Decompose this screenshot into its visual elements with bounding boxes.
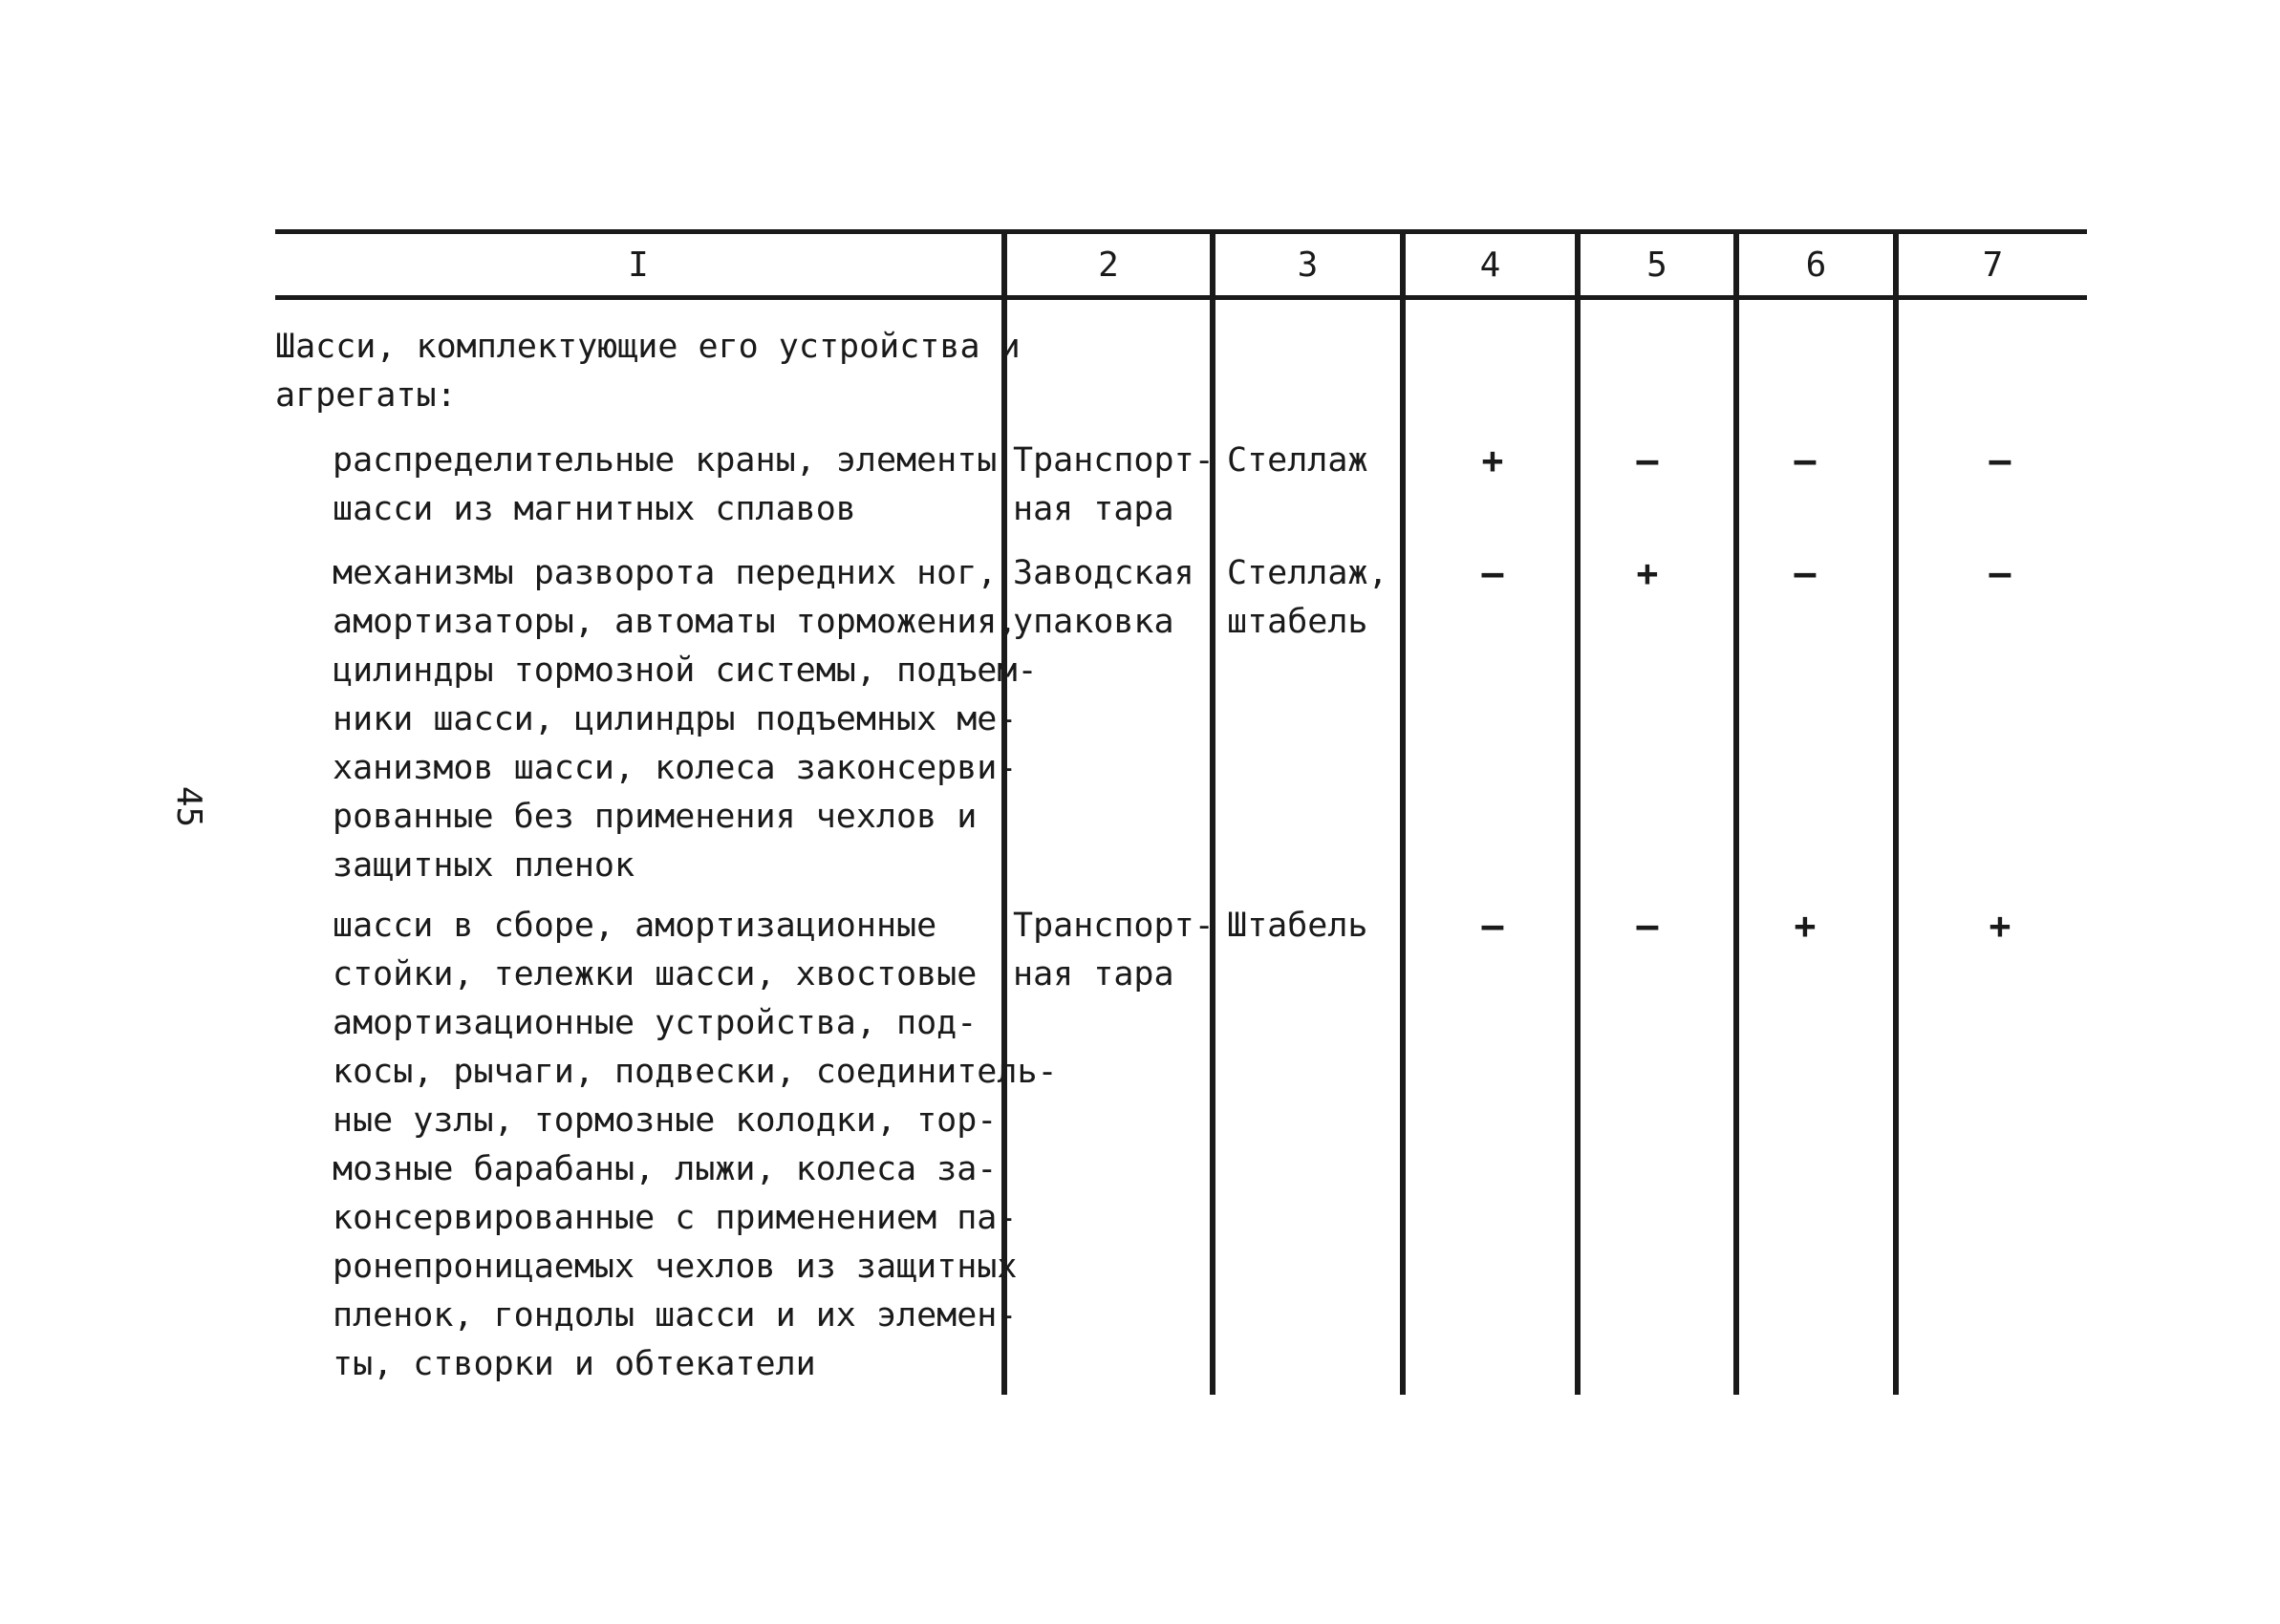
column-divider <box>1733 229 1739 1395</box>
row-mark-col4: – <box>1481 905 1504 947</box>
row-packaging-line: Транспорт- <box>1013 907 1215 945</box>
row-mark-col5: – <box>1636 439 1659 481</box>
row-description-line: защитных пленок <box>333 846 635 885</box>
row-description-line: ты, створки и обтекатели <box>333 1345 816 1383</box>
group-heading-line: агрегаты: <box>275 376 457 415</box>
column-header-2: 2 <box>1098 246 1119 285</box>
row-mark-col6: – <box>1794 552 1817 594</box>
row-mark-col6: + <box>1794 905 1817 947</box>
column-header-1: I <box>628 246 649 285</box>
row-packaging-line: Заводская <box>1013 554 1194 592</box>
column-header-6: 6 <box>1805 246 1827 285</box>
row-description-line: мозные барабаны, лыжи, колеса за- <box>333 1150 998 1188</box>
group-heading-line: Шасси, комплектующие его устройства и <box>275 328 1021 366</box>
row-description-line: распределительные краны, элементы <box>333 441 998 480</box>
row-description-line: механизмы разворота передних ног, <box>333 554 998 592</box>
column-divider <box>1210 229 1215 1395</box>
row-packaging-line: ная тара <box>1013 955 1174 994</box>
row-packaging-line: Транспорт- <box>1013 441 1215 480</box>
row-storage-line: Штабель <box>1227 907 1368 945</box>
row-description-line: рованные без применения чехлов и <box>333 798 978 836</box>
row-storage-line: Стеллаж <box>1227 441 1368 480</box>
row-mark-col5: – <box>1636 905 1659 947</box>
column-divider <box>1400 229 1406 1395</box>
row-description-line: ронепроницаемых чехлов из защитных <box>333 1248 1018 1286</box>
row-description-line: амортизаторы, автоматы торможения, <box>333 603 1018 641</box>
row-mark-col6: – <box>1794 439 1817 481</box>
table-header-rule <box>275 295 2087 300</box>
table-top-rule <box>275 229 2087 234</box>
row-description-line: стойки, тележки шасси, хвостовые <box>333 955 978 994</box>
row-description-line: ные узлы, тормозные колодки, тор- <box>333 1101 998 1140</box>
row-storage-line: штабель <box>1227 603 1368 641</box>
row-description-line: ники шасси, цилиндры подъемных ме- <box>333 700 1018 738</box>
row-description-line: консервированные с применением па- <box>333 1199 1018 1237</box>
column-divider <box>1893 229 1899 1395</box>
column-header-5: 5 <box>1646 246 1667 285</box>
row-mark-col4: – <box>1481 552 1504 594</box>
row-storage-line: Стеллаж, <box>1227 554 1388 592</box>
row-mark-col7: + <box>1989 905 2011 947</box>
row-description-line: шасси из магнитных сплавов <box>333 490 856 528</box>
column-header-3: 3 <box>1297 246 1319 285</box>
page-number: 45 <box>169 785 209 828</box>
row-mark-col4: + <box>1481 439 1504 481</box>
row-mark-col7: – <box>1989 552 2011 594</box>
row-description-line: шасси в сборе, амортизационные <box>333 907 937 945</box>
row-description-line: пленок, гондолы шасси и их элемен- <box>333 1296 1018 1335</box>
row-mark-col5: + <box>1636 552 1659 594</box>
row-packaging-line: ная тара <box>1013 490 1174 528</box>
row-packaging-line: упаковка <box>1013 603 1174 641</box>
row-description-line: амортизационные устройства, под- <box>333 1004 978 1042</box>
column-header-4: 4 <box>1479 246 1501 285</box>
row-description-line: цилиндры тормозной системы, подъем- <box>333 652 1038 690</box>
column-header-7: 7 <box>1982 246 2004 285</box>
row-description-line: косы, рычаги, подвески, соединитель- <box>333 1053 1058 1091</box>
column-divider <box>1575 229 1581 1395</box>
row-mark-col7: – <box>1989 439 2011 481</box>
row-description-line: ханизмов шасси, колеса законсерви- <box>333 749 1018 787</box>
